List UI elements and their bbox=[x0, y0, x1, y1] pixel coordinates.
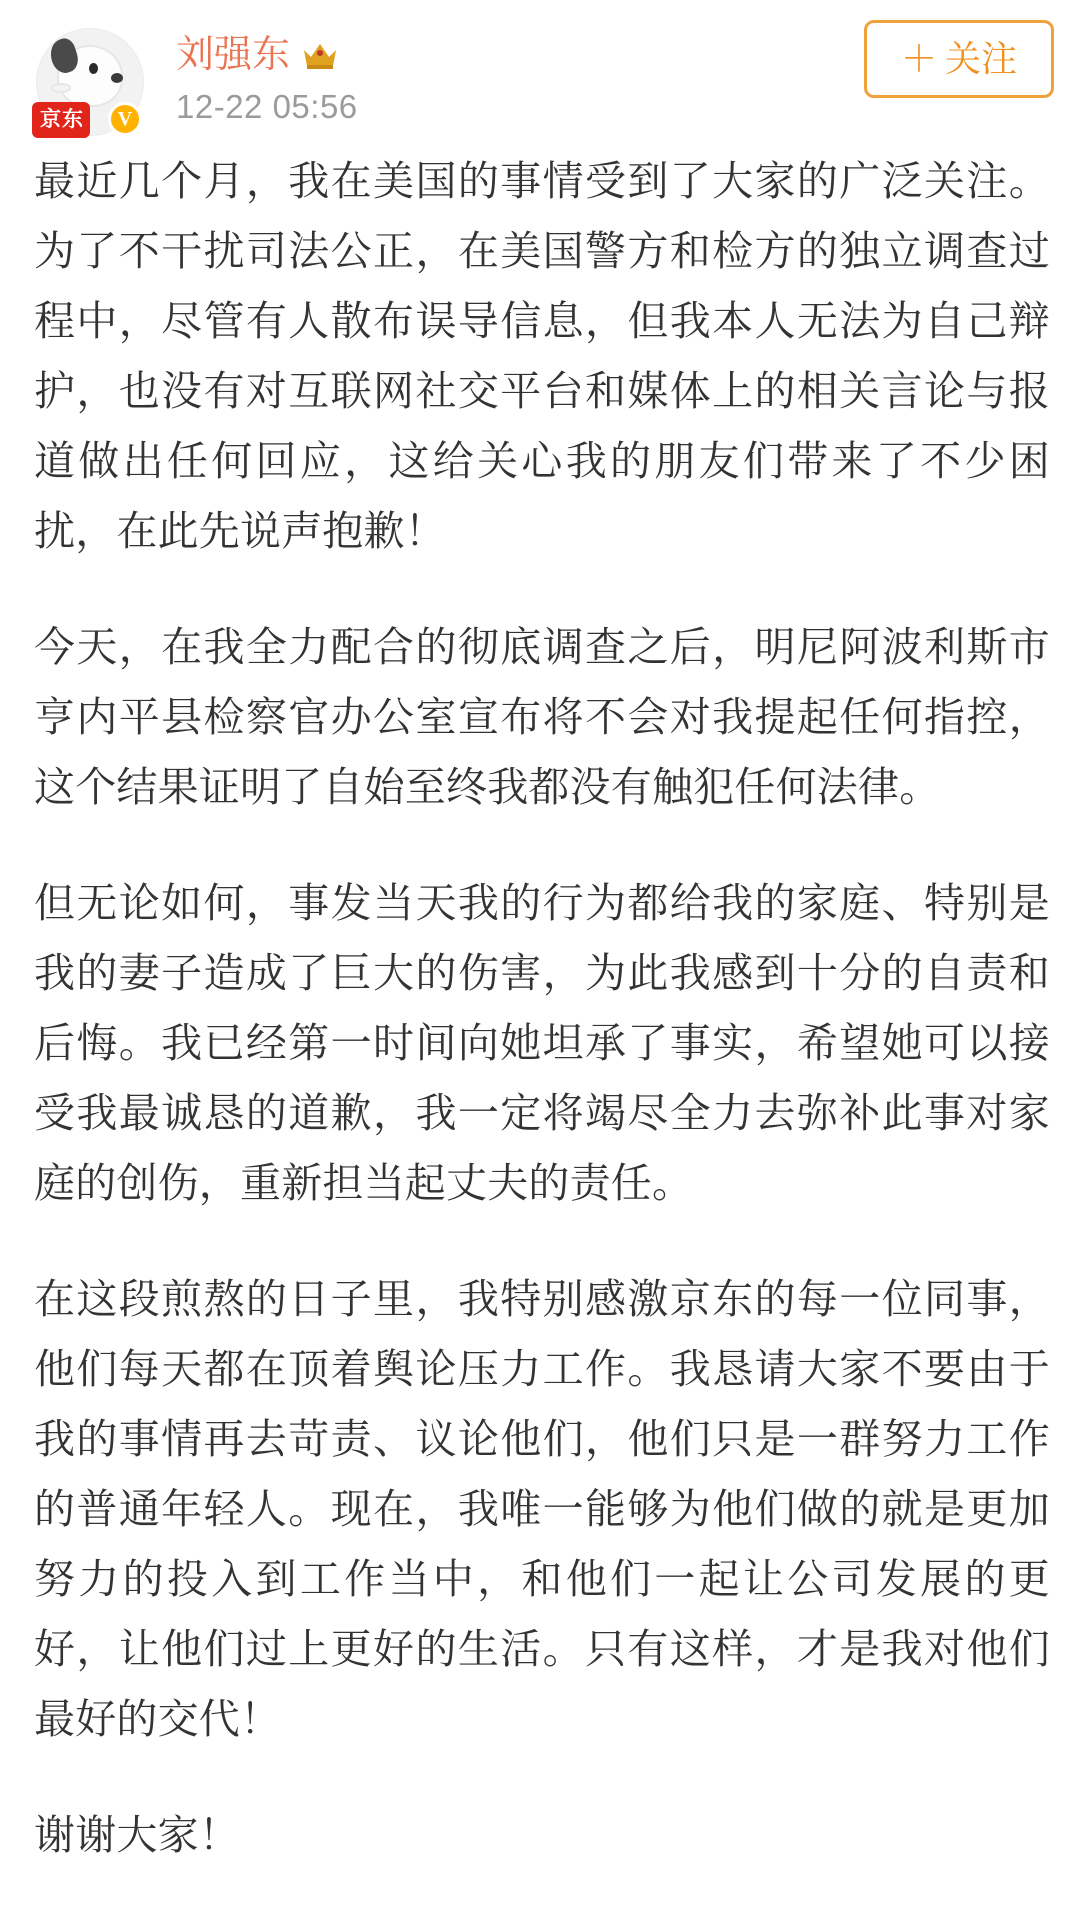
crown-icon bbox=[302, 40, 338, 70]
avatar-dog-tail bbox=[51, 83, 71, 93]
avatar-dog-nose bbox=[111, 73, 123, 83]
post-paragraph: 最近几个月，我在美国的事情受到了大家的广泛关注。为了不干扰司法公正，在美国警方和检方的独立调查过程中，尽管有人散布误导信息，但我本人无法为自己辩护，也没有对互联网社交平台和媒体上的相关言论与报道做出任何回应，这给关心我的朋友们带来了不少困扰，在此先说声抱歉！ bbox=[34, 157, 1050, 555]
post-paragraph: 但无论如何，事发当天我的行为都给我的家庭、特别是我的妻子造成了巨大的伤害，为此我感到十分的自责和后悔。我已经第一时间向她坦承了事实，希望她可以接受我最诚恳的道歉，我一定将竭尽全力去弥补此事对家庭的创伤，重新担当起丈夫的责任。 bbox=[34, 879, 1050, 1207]
plus-icon: ＋ bbox=[900, 38, 937, 79]
post-paragraph: 今天，在我全力配合的彻底调查之后，明尼阿波利斯市亨内平县检察官办公室宣布将不会对我提起任何指控，这个结果证明了自始至终我都没有触犯任何法律。 bbox=[34, 623, 1050, 811]
post-timestamp: 12-22 05:56 bbox=[176, 88, 358, 125]
post-body bbox=[0, 140, 1080, 1910]
follow-button[interactable] bbox=[864, 20, 1054, 98]
avatar-dog-eye bbox=[89, 63, 98, 74]
author-name[interactable]: 刘强东 bbox=[176, 34, 291, 76]
post-header bbox=[0, 0, 1080, 140]
verified-badge-icon: V bbox=[108, 102, 142, 136]
user-name-row bbox=[176, 36, 358, 74]
jd-badge: 京东 bbox=[32, 102, 90, 138]
post-paragraph: 谢谢大家！ bbox=[34, 1811, 240, 1859]
post-paragraph: 在这段煎熬的日子里，我特别感激京东的每一位同事，他们每天都在顶着舆论压力工作。我恳请大家不要由于我的事情再去苛责、议论他们，他们只是一群努力工作的普通年轻人。现在，我唯一能够为他们做的就是更加努力的投入到工作当中，和他们一起让公司发展的更好，让他们过上更好的生活。只有这样，才是我对他们最好的交代！ bbox=[34, 1275, 1050, 1743]
follow-button-label: 关注 bbox=[945, 38, 1018, 79]
user-meta bbox=[176, 24, 358, 123]
avatar[interactable] bbox=[36, 28, 144, 136]
